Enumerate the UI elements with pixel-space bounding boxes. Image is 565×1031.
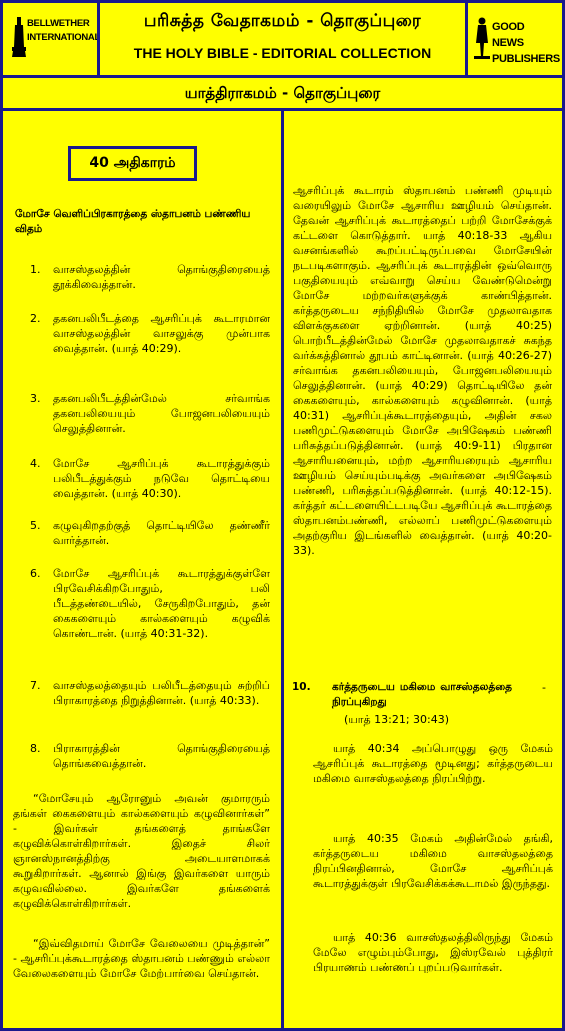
section-10-reference: (யாத் 13:21; 30:43) xyxy=(344,713,450,726)
book-title-bar xyxy=(0,75,565,111)
list-item-text: வாசஸ்தலத்தையும் பலிபீடத்தையும் சுற்றிப் பிராகாரத்தை நிறுத்தினான். (யாத் 40:33). xyxy=(53,679,270,707)
paragraph-left-1: “மோசேயும் ஆரோனும் அவன் குமாரரும் தங்கள் கைகளையும் கால்களையும் கழுவினார்கள்” - இவர்கள் தங்களைத் தாங்களே கழுவிக்கொள்கிறார்கள். இதைச் சிலர் ஞானஸ்நானத்திற்கு அடையாளமாகக் கூறுகிறார்கள். ஆனால் இங்கு இவர்களை யாரும் கழுவவில்லை. இவர்களே தங்களைக் கழுவிக்கொள்கிறார்கள். xyxy=(13,792,270,910)
list-item-text: பிராகாரத்தின் தொங்குதிரையைத் தொங்கவைத்தான். xyxy=(53,742,270,770)
paragraph-right-3: யாத் 40:35 மேகம் அதின்மேல் தங்கி, கர்த்தருடைய மகிமை வாசஸ்தலத்தை நிரப்பினதினால், மோசே ஆசரிப்புக் கூடாரத்துக்குள் பிரவேசிக்கக்கூடாமல் இருந்தது. xyxy=(313,832,553,890)
list-item-number: 6. xyxy=(30,567,41,580)
logo-right-box xyxy=(465,0,565,78)
list-item-number: 8. xyxy=(30,742,41,755)
book-title: யாத்திராகமம் - தொகுப்புரை xyxy=(184,84,381,102)
section-10-heading: கர்த்தருடைய மகிமை வாசஸ்தலத்தை நிரப்புகிறது xyxy=(332,681,512,708)
paragraph-left-2: “இவ்விதமாய் மோசே வேலையை முடித்தான்” - ஆசரிப்புக்கூடாரத்தை ஸ்தாபனம் பண்ணும் எல்லா வேலைகளையும் மோசே மேற்பார்வை செய்தான். xyxy=(13,937,270,980)
list-item-number: 1. xyxy=(30,263,41,276)
paragraph-right-2: யாத் 40:34 அப்பொழுது ஒரு மேகம் ஆசரிப்புக் கூடாரத்தை மூடினது; கர்த்தருடைய மகிமை வாசஸ்தலத்தை நிரப்பிற்று. xyxy=(313,742,553,785)
list-item-number: 3. xyxy=(30,392,41,405)
chapter-label: 40 அதிகாரம் xyxy=(68,146,197,181)
paragraph-right-4: யாத் 40:36 வாசஸ்தலத்திலிருந்து மேகம் மேலே எழும்பும்போது, இஸ்ரவேல் புத்திரர் பிரயாணம் பண்ணப் புறப்படுவார்கள். xyxy=(313,931,553,974)
list-item-number: 4. xyxy=(30,457,41,470)
list-item-text: மோசே ஆசரிப்புக் கூடாரத்துக்குள்ளே பிரவேசிக்கிறபோதும், பலி பீடத்தண்டையில், சேருகிறபோதும், தன் கைகளையும் கால்களையும் கழுவிக் கொண்டான். (யாத் 40:31-32). xyxy=(53,567,270,640)
bellwether-logo-icon xyxy=(11,17,27,59)
section-10-number: 10. xyxy=(292,681,311,693)
list-item-text: மோசே ஆசரிப்புக் கூடாரத்துக்கும் பலிபீடத்துக்கும் நடுவே தொட்டியை வைத்தான். (யாத் 40:30). xyxy=(53,457,270,500)
list-item-number: 2. xyxy=(30,312,41,325)
logo-right-text xyxy=(492,19,564,67)
good-news-logo-icon xyxy=(474,17,490,59)
list-item-text: கழுவுகிறதற்குத் தொட்டியிலே தண்ணீர் வார்த்தான். xyxy=(53,519,270,547)
list-item-text: வாசஸ்தலத்தின் தொங்குதிரையைத் தூக்கிவைத்தான். xyxy=(53,263,270,291)
title-tamil: பரிசுத்த வேதாகமம் - தொகுப்புரை xyxy=(143,11,422,31)
list-item-number: 7. xyxy=(30,679,41,692)
logo-left-text xyxy=(27,17,99,45)
title-english: THE HOLY BIBLE - EDITORIAL COLLECTION xyxy=(133,45,432,61)
section-10-dash: - xyxy=(542,681,546,694)
list-item-number: 5. xyxy=(30,519,41,532)
logo-right-label: GOOD NEWS PUBLISHERS xyxy=(492,21,560,65)
section-heading: மோசே வெளிப்பிரகாரத்தை ஸ்தாபனம் பண்ணிய விதம் xyxy=(15,208,251,235)
title-box xyxy=(97,0,468,78)
list-item-text: தகனபலிபீடத்தின்மேல் சர்வாங்க தகனபலியையும் போஜனபலியையும் செலுத்தினான். xyxy=(53,392,270,435)
logo-left-box xyxy=(0,0,100,78)
logo-left-label: BELLWETHER INTERNATIONAL xyxy=(27,18,100,43)
paragraph-right-1: ஆசரிப்புக் கூடாரம் ஸ்தாபனம் பண்ணி முடியும் வரையிலும் மோசே ஆசாரிய ஊழியம் செய்தான். தேவன் ஆசரிப்புக் கூடாரத்தைப் பற்றி மோசேக்குக் கட்டளை கொடுத்தார். யாத் 40:18-33 ஆகிய வசனங்களில் கூறப்பட்டிருப்பவை மோசேயின் நடபடிகளாகும். ஆசரிப்புக் கூடாரத்தின் ஒவ்வொரு பகுதியையும் எவ்வாறு செய்ய வேண்டுமென்று மோசே மற்றவர்களுக்குக் காண்பித்தான். கர்த்தருடைய சந்நிதியில் மோசே முதலாவதாக விளக்குகளை ஏற்றினான். (யாத் 40:25) பொற்பீடத்தின்மேல் மோசே முதலாவதாகச் சுகந்த வர்க்கத்தினால் தூபம் காட்டினான். (யாத் 40:26-27) சர்வாங்க தகனபலியையும், போஜனபலியையும் செலுத்தினான். (யாத் 40:29) தொட்டியிலே தன் கைகளையும், கால்களையும் கழுவினான். (யாத் 40:31) ஆசரிப்புக்கூடாரத்தையும், அதின் சகல பணிமுட்டுகளையும் மோசே அபிஷேகம் பண்ணி பரிசுத்தப்படுத்தினான். (யாத் 40:9-11) பிரதான ஆசாரியனையும், மற்ற ஆசாரியரையும் ஆசாரிய ஊழியம் செய்யும்படிக்கு அவர்களை அபிஷேகம் பண்ணி, பரிசுத்தப்படுத்தினான். (யாத் 40:12-15). கர்த்தர் கட்டளையிட்டபடியே ஆசரிப்புக் கூடாரத்தை ஸ்தாபனம்பண்ணி, எல்லாப் பணிமுட்டுகளையும் அதற்குரிய இடங்களில் வைத்தான். (யாத் 40:20-33). xyxy=(293,184,552,557)
list-item-text: தகனபலிபீடத்தை ஆசரிப்புக் கூடாரமான வாசஸ்தலத்தின் வாசலுக்கு முன்பாக வைத்தான். (யாத் 40:29). xyxy=(53,312,270,355)
